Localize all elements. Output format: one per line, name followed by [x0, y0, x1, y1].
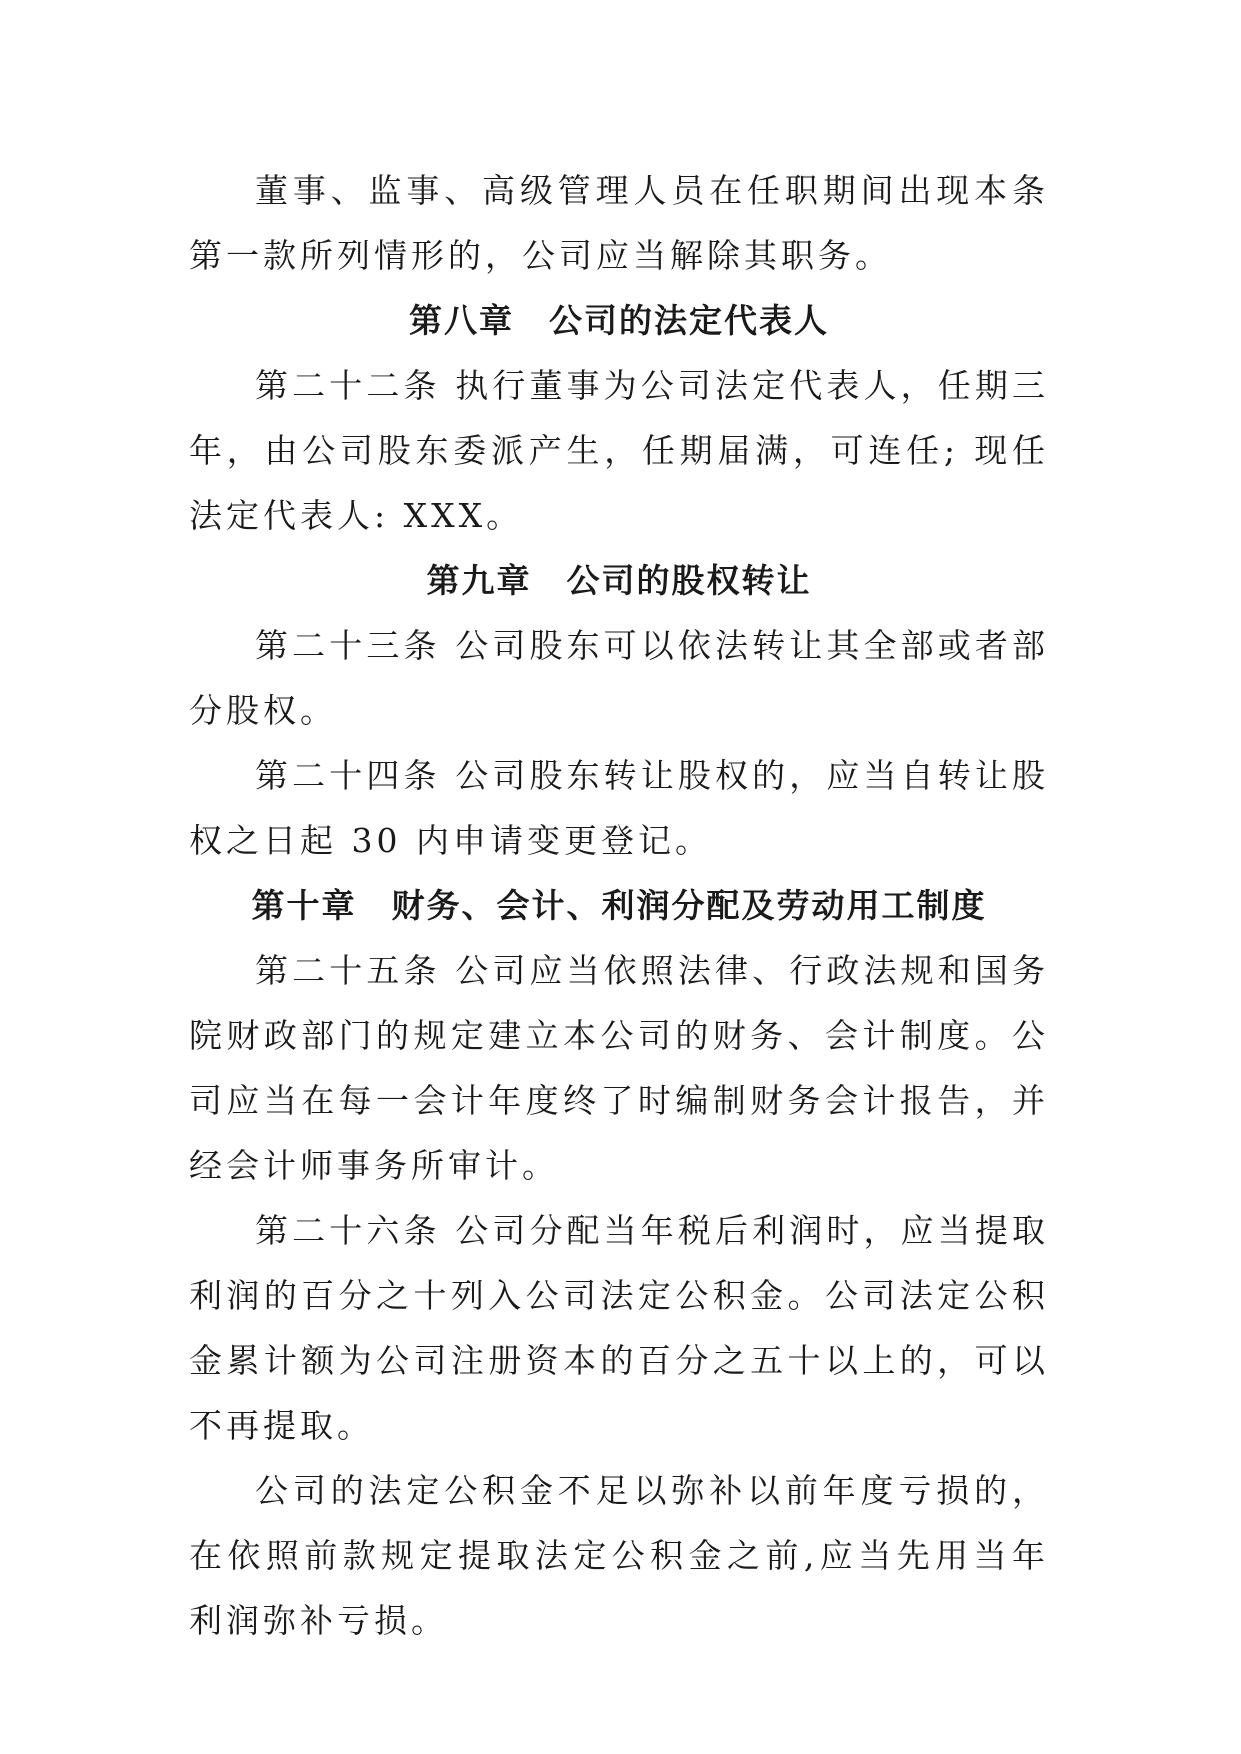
paragraph-article-26-continued: 公司的法定公积金不足以弥补以前年度亏损的，在依照前款规定提取法定公积金之前,应当先用当年利润弥补亏损。	[189, 1471, 1049, 1640]
paragraph-article-21-continued: 董事、监事、高级管理人员在任职期间出现本条第一款所列情形的，公司应当解除其职务。	[189, 171, 1049, 275]
paragraph-article-22: 第二十二条 执行董事为公司法定代表人，任期三年，由公司股东委派产生，任期届满，可连任; 现任法定代表人: XXX。	[189, 366, 1049, 535]
paragraph-article-25: 第二十五条 公司应当依照法律、行政法规和国务院财政部门的规定建立本公司的财务、会计制度。公司应当在每一会计年度终了时编制财务会计报告，并经会计师事务所审计。	[189, 951, 1049, 1185]
document-page	[189, 158, 1049, 1653]
chapter-9-heading: 第九章 公司的股权转让	[426, 561, 812, 600]
paragraph-article-26: 第二十六条 公司分配当年税后利润时，应当提取利润的百分之十列入公司法定公积金。公司法定公积金累计额为公司注册资本的百分之五十以上的，可以不再提取。	[189, 1211, 1049, 1445]
paragraph-article-24: 第二十四条 公司股东转让股权的，应当自转让股权之日起 30 内申请变更登记。	[189, 756, 1049, 860]
chapter-8-heading: 第八章 公司的法定代表人	[409, 301, 829, 340]
chapter-10-heading: 第十章 财务、会计、利润分配及劳动用工制度	[251, 886, 987, 925]
paragraph-article-23: 第二十三条 公司股东可以依法转让其全部或者部分股权。	[189, 626, 1049, 730]
